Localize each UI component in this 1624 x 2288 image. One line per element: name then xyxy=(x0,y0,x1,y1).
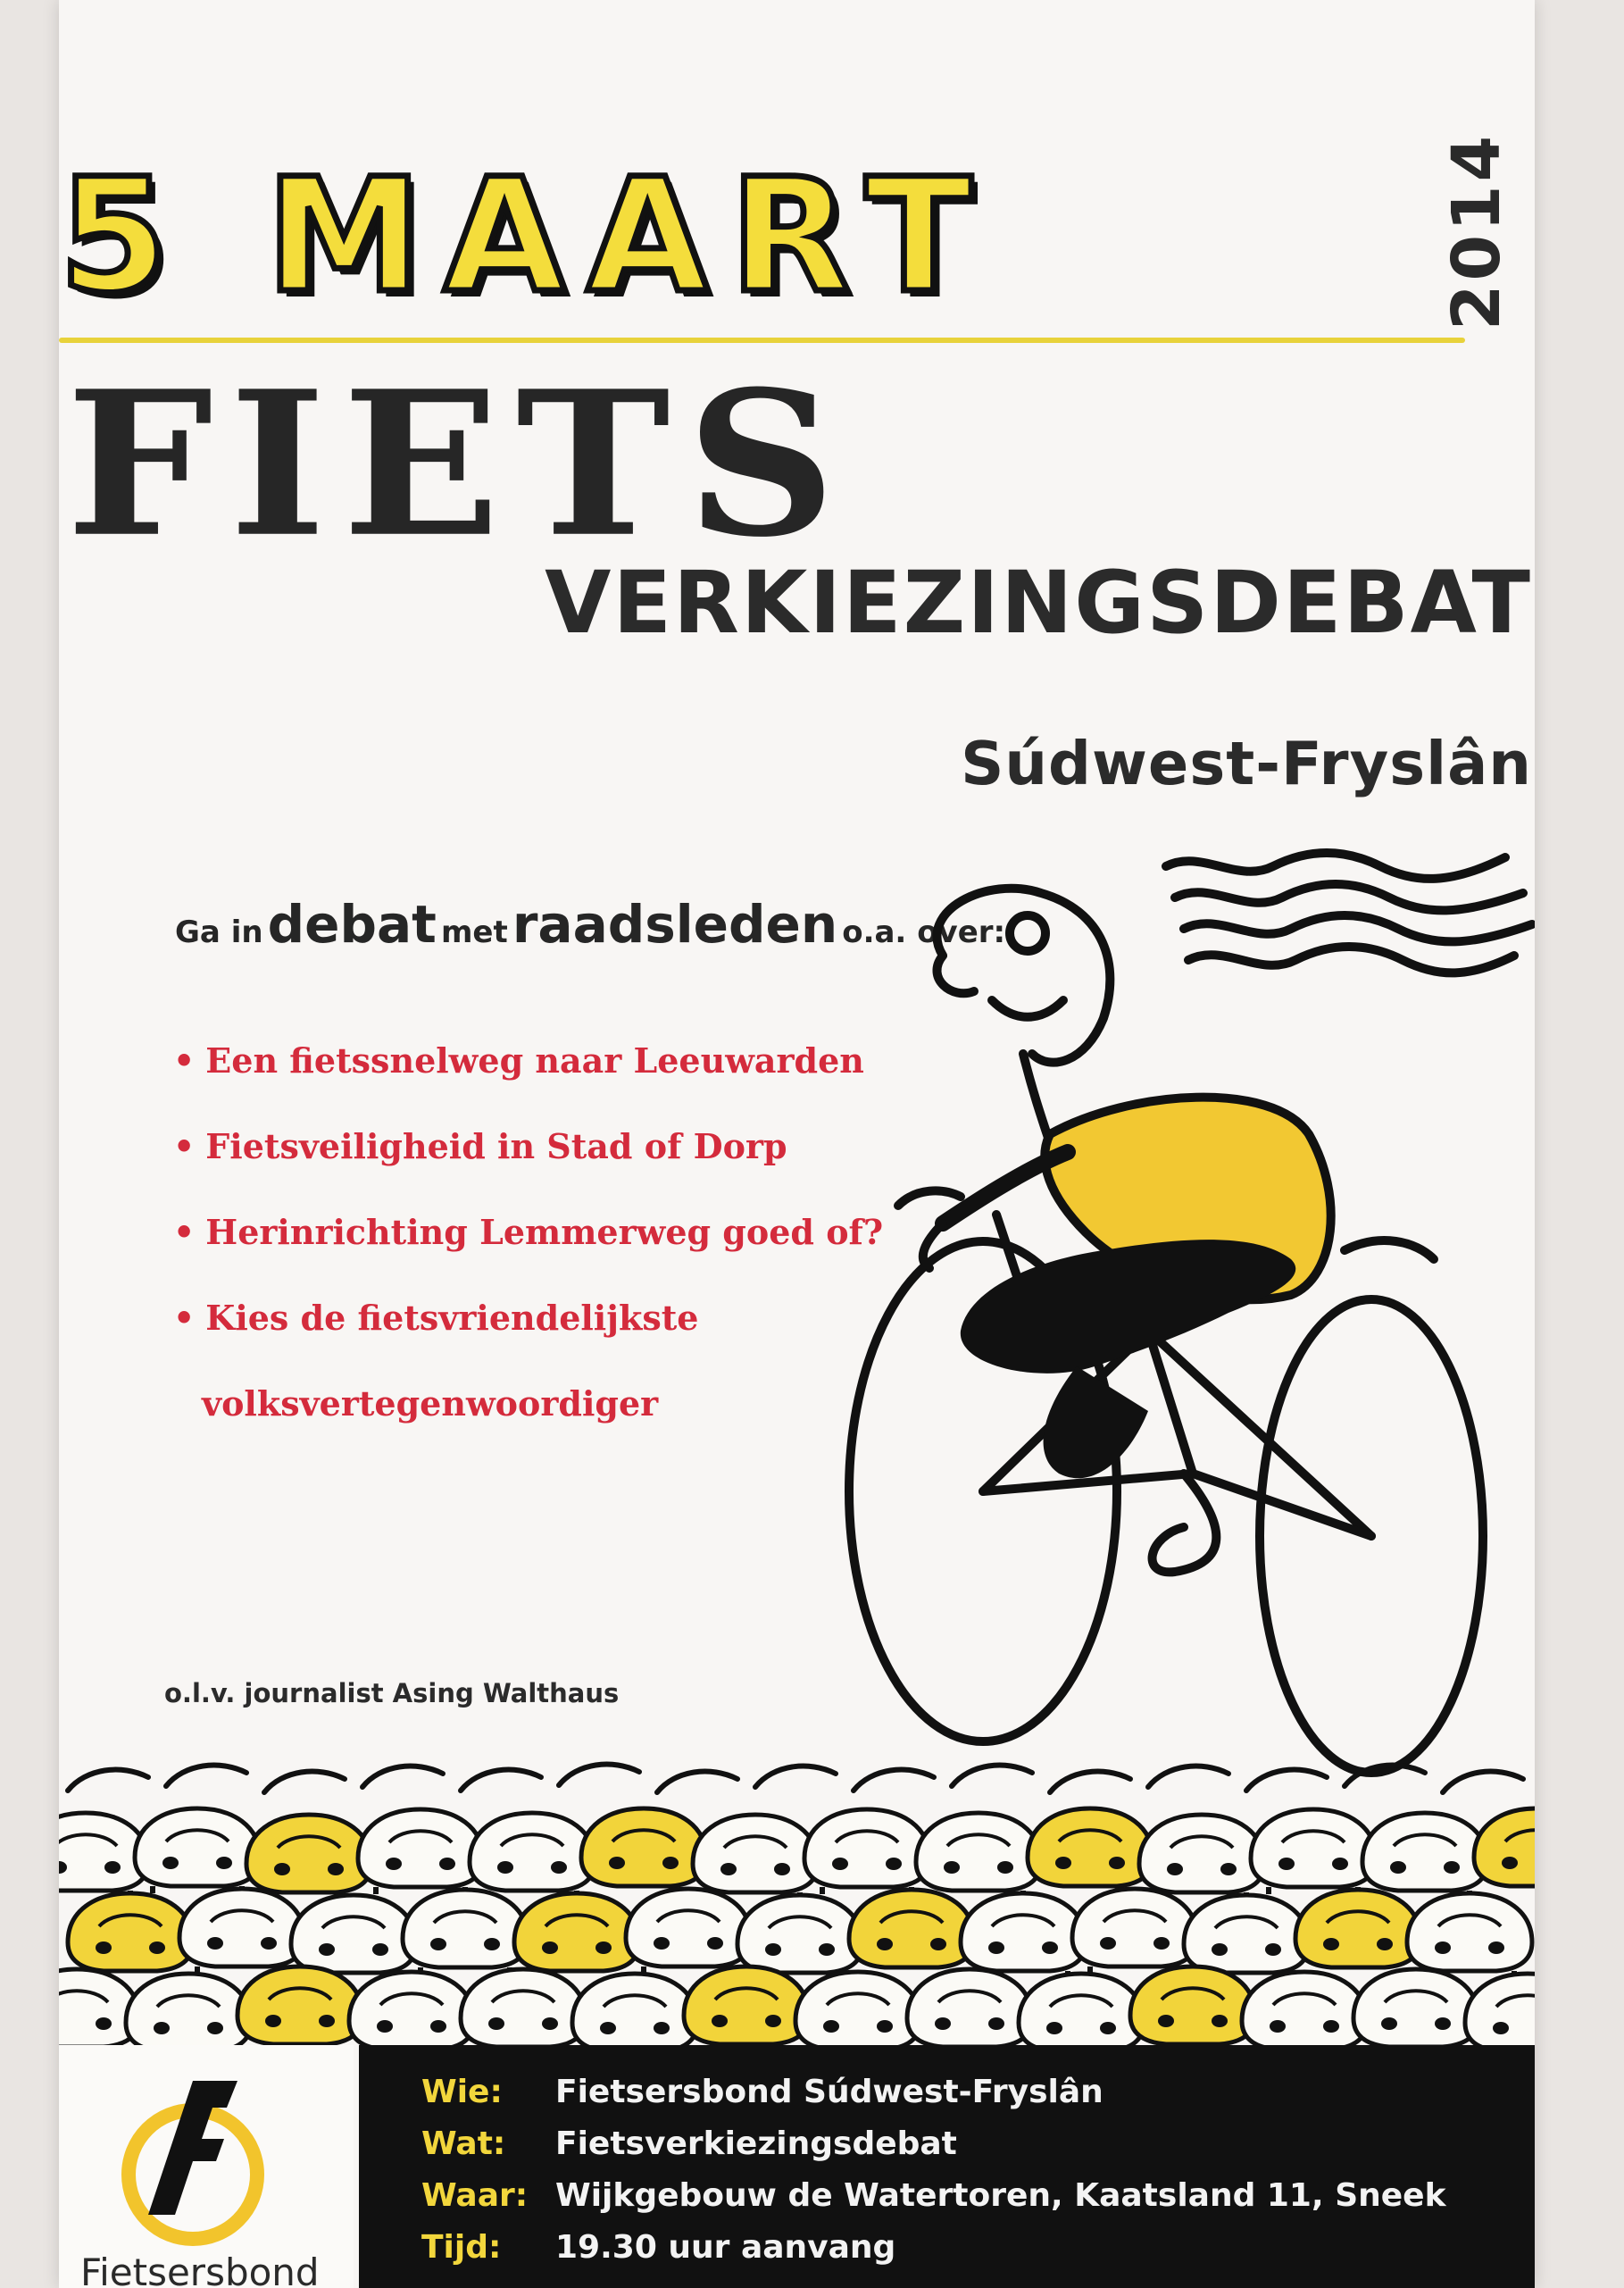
cyclist-illustration xyxy=(809,831,1535,1804)
topic-item xyxy=(173,1275,883,1361)
topic-item xyxy=(173,1104,883,1190)
date-header xyxy=(59,132,1535,330)
event-year: 2014 xyxy=(1438,132,1515,330)
info-value: Fietsersbond Súdwest-Fryslân xyxy=(555,2074,1103,2110)
fietsersbond-logo-icon xyxy=(59,2045,354,2250)
bullet-icon: • xyxy=(173,1040,196,1081)
date-underline xyxy=(59,338,1465,343)
event-info-panel xyxy=(359,2045,1535,2288)
info-row-what xyxy=(421,2118,957,2170)
intro-part-2: debat xyxy=(267,894,437,955)
topic-text: Kies de fietsvriendelijkste xyxy=(205,1298,699,1338)
poster-subtitle: VERKIEZINGSDEBAT xyxy=(545,553,1532,653)
info-value: Fietsverkiezingsdebat xyxy=(555,2125,957,2162)
intro-part-5: o.a. over: xyxy=(842,914,1006,950)
bullet-icon: • xyxy=(173,1126,196,1166)
info-value: 19.30 uur aanvang xyxy=(555,2229,896,2266)
intro-part-1: Ga in xyxy=(175,914,263,950)
poster xyxy=(59,0,1535,2288)
moderator-credit: o.l.v. journalist Asing Walthaus xyxy=(164,1678,620,1708)
info-label: Wie: xyxy=(421,2074,503,2110)
topic-text: Een fietssnelweg naar Leeuwarden xyxy=(205,1040,864,1081)
topic-item xyxy=(173,1018,883,1104)
topic-text: Fietsveiligheid in Stad of Dorp xyxy=(205,1126,787,1166)
topic-text: Herinrichting Lemmerweg goed of? xyxy=(205,1212,884,1252)
topic-text: volksvertegenwoordiger xyxy=(202,1383,659,1424)
intro-part-3: met xyxy=(440,914,508,950)
bullet-icon: • xyxy=(173,1212,196,1252)
bullet-icon: • xyxy=(173,1298,196,1338)
info-row-where xyxy=(421,2170,1446,2222)
info-label: Tijd: xyxy=(421,2229,502,2266)
info-label: Waar: xyxy=(421,2177,529,2214)
poster-title: FIETS xyxy=(66,347,853,581)
traffic-jam-cars-illustration xyxy=(59,1755,1535,2054)
info-value: Wijkgebouw de Watertoren, Kaatsland 11, Sneek xyxy=(555,2177,1446,2214)
topic-item-continued xyxy=(173,1361,883,1447)
info-row-time xyxy=(421,2222,895,2274)
poster-region: Súdwest-Fryslân xyxy=(961,729,1532,798)
event-date: 5 MAART xyxy=(59,145,994,328)
intro-part-4: raadsleden xyxy=(512,894,838,955)
organization-name: Fietsersbond xyxy=(80,2250,320,2288)
info-row-who xyxy=(421,2067,1103,2118)
topic-list xyxy=(173,1018,883,1447)
topic-item xyxy=(173,1190,883,1275)
info-label: Wat: xyxy=(421,2125,506,2162)
